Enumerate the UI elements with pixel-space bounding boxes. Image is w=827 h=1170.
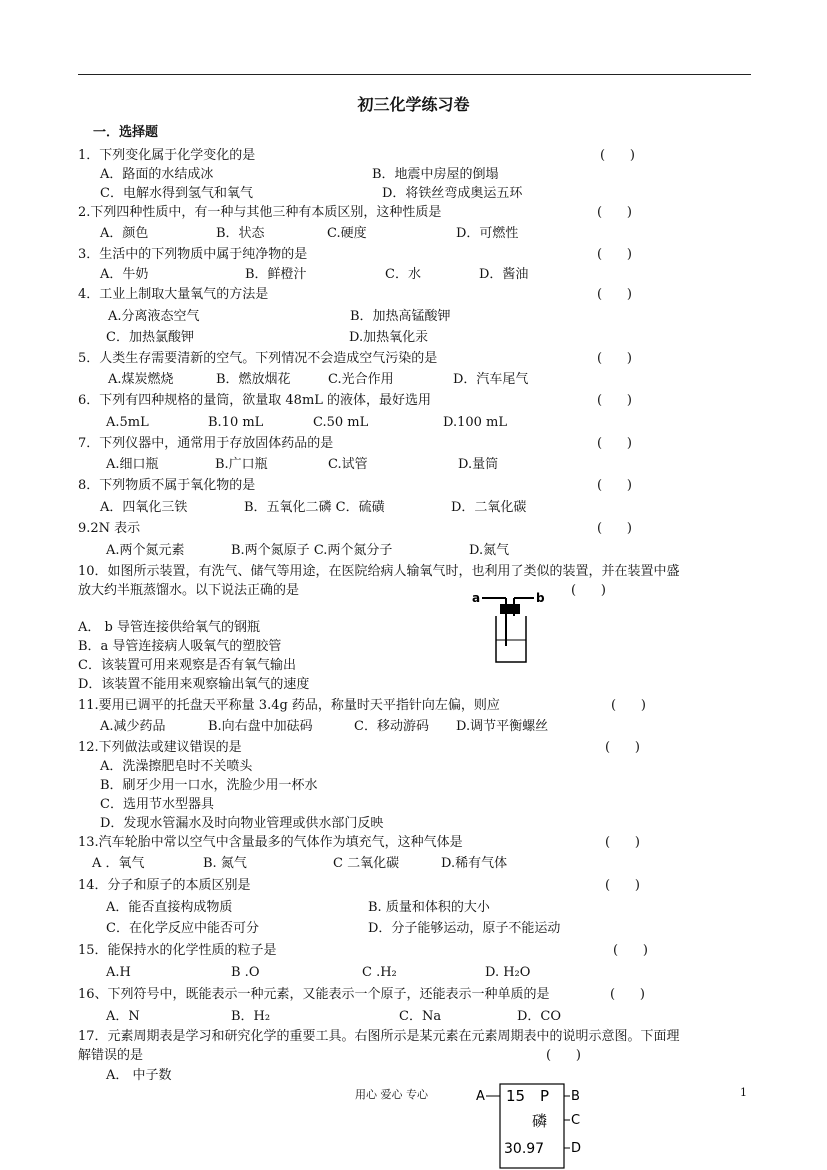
question-line: A． 中子数 <box>106 1068 172 1083</box>
element-box-figure <box>476 1080 586 1170</box>
question-line: B．加热高锰酸钾 <box>350 309 451 324</box>
page-title: 初三化学练习卷 <box>357 95 470 114</box>
question-line: D．二氧化碳 <box>451 500 527 515</box>
question-line: 4．工业上制取大量氧气的方法是 <box>78 287 269 302</box>
question-line: 1．下列变化属于化学变化的是 <box>78 148 256 163</box>
question-line: 5．人类生存需要清新的空气。下列情况不会造成空气污染的是 <box>78 351 438 366</box>
question-line: C 二氧化碳 <box>333 856 400 871</box>
answer-blank[interactable]: ( ) <box>605 835 640 850</box>
question-line: C.光合作用 <box>328 372 394 387</box>
answer-blank[interactable]: ( ) <box>597 478 632 493</box>
question-line: D．酱油 <box>479 267 529 282</box>
question-line: A．洗澡擦肥皂时不关喷头 <box>100 759 253 774</box>
answer-blank[interactable]: ( ) <box>597 247 632 262</box>
question-line: A.5mL <box>106 415 149 430</box>
question-line: A．牛奶 <box>100 267 149 282</box>
question-line: B.10 mL <box>208 415 264 430</box>
answer-blank[interactable]: ( ) <box>597 521 632 536</box>
question-line: 6．下列有四种规格的量筒，欲量取 48mL 的液体，最好选用 <box>78 393 432 408</box>
question-line: C．该装置可用来观察是否有氧气输出 <box>78 658 296 673</box>
answer-blank[interactable]: ( ) <box>597 287 632 302</box>
question-line: A ．氧气 <box>92 856 145 871</box>
gas-washing-bottle-figure <box>470 588 560 668</box>
question-line: A.细口瓶 <box>106 457 159 472</box>
question-line: 13.汽车轮胎中常以空气中含量最多的气体作为填充气，这种气体是 <box>78 835 463 850</box>
question-line: A．颜色 <box>100 226 149 241</box>
question-line: A.减少药品 <box>100 719 166 734</box>
question-line: B. 质量和体积的大小 <box>368 900 490 915</box>
answer-blank[interactable]: ( ) <box>613 943 648 958</box>
question-line: 16、下列符号中，既能表示一种元素，又能表示一个原子，还能表示一种单质的是 <box>78 987 550 1002</box>
tube-a-label: a <box>472 591 481 605</box>
question-line: A.分离液态空气 <box>108 309 200 324</box>
question-line: A．N <box>106 1009 140 1024</box>
question-line: A．能否直接构成物质 <box>106 900 233 915</box>
question-line: C．Na <box>399 1009 442 1024</box>
question-line: D．将铁丝弯成奥运五环 <box>382 186 523 201</box>
header-rule <box>78 74 751 75</box>
question-line: B．刷牙少用一口水，洗脸少用一杯水 <box>100 778 318 793</box>
question-line: 14．分子和原子的本质区别是 <box>78 878 251 893</box>
question-line: 10．如图所示装置，有洗气、储气等用途，在医院给病人输氧气时，也利用了类似的装置，并在装置中盛 <box>78 564 680 579</box>
question-line: C．加热氯酸钾 <box>106 330 194 345</box>
question-line: D．CO <box>517 1009 562 1024</box>
callout-d: D <box>571 1141 582 1156</box>
question-line: 8．下列物质不属于氧化物的是 <box>78 478 256 493</box>
question-line: D.加热氧化汞 <box>349 330 429 345</box>
page-footer: 用心 爱心 专心 <box>355 1088 428 1101</box>
question-line: A．路面的水结成冰 <box>100 167 214 182</box>
question-line: D.100 mL <box>443 415 507 430</box>
question-line: B．燃放烟花 <box>216 372 291 387</box>
question-line: 15．能保持水的化学性质的粒子是 <box>78 943 277 958</box>
answer-blank[interactable]: ( ) <box>597 205 632 220</box>
question-line: 放大约半瓶蒸馏水。以下说法正确的是 <box>78 583 300 598</box>
callout-c: C <box>571 1113 581 1128</box>
question-line: A． b 导管连接供给氧气的钢瓶 <box>78 620 260 635</box>
answer-blank[interactable]: ( ) <box>546 1048 581 1063</box>
question-line: B. 氮气 <box>203 856 247 871</box>
answer-blank[interactable]: ( ) <box>597 436 632 451</box>
question-line: C．移动游码 <box>354 719 429 734</box>
question-line: A.两个氮元素 <box>106 543 185 558</box>
question-line: C．选用节水型器具 <box>100 797 214 812</box>
question-line: B.广口瓶 <box>215 457 268 472</box>
question-line: B .O <box>231 965 260 980</box>
question-line: 3．生活中的下列物质中属于纯净物的是 <box>78 247 308 262</box>
atomic-mass: 30.97 <box>504 1141 545 1157</box>
question-line: A．四氧化三铁 <box>100 500 188 515</box>
question-line: 解错误的是 <box>78 1048 144 1063</box>
question-line: C.硬度 <box>327 226 367 241</box>
question-line: D.氮气 <box>469 543 510 558</box>
question-line: B．H₂ <box>231 1009 271 1024</box>
question-line: D.量筒 <box>458 457 499 472</box>
answer-blank[interactable]: ( ) <box>597 393 632 408</box>
question-line: B．鲜橙汁 <box>245 267 307 282</box>
question-line: D．分子能够运动，原子不能运动 <box>368 921 561 936</box>
answer-blank[interactable]: ( ) <box>600 148 635 163</box>
question-line: C．电解水得到氢气和氧气 <box>100 186 253 201</box>
question-line: B．a 导管连接病人吸氧气的塑胶管 <box>78 639 282 654</box>
question-line: D．可燃性 <box>456 226 519 241</box>
question-line: 12.下列做法或建议错误的是 <box>78 740 242 755</box>
question-line: D．发现水管漏水及时向物业管理或供水部门反映 <box>100 816 384 831</box>
answer-blank[interactable]: ( ) <box>605 878 640 893</box>
section-heading: 一．选择题 <box>93 125 159 140</box>
question-line: B．地震中房屋的倒塌 <box>372 167 499 182</box>
question-line: C．水 <box>385 267 421 282</box>
question-line: D．汽车尾气 <box>453 372 529 387</box>
question-line: D．该装置不能用来观察输出氧气的速度 <box>78 677 310 692</box>
question-line: C .H₂ <box>362 965 397 980</box>
callout-a: A <box>476 1089 485 1104</box>
page-number: 1 <box>740 1086 747 1099</box>
question-line: B.向右盘中加砝码 <box>208 719 313 734</box>
element-name: 磷 <box>532 1112 548 1130</box>
answer-blank[interactable]: ( ) <box>571 583 606 598</box>
question-line: 2.下列四种性质中，有一种与其他三种有本质区别，这种性质是 <box>78 205 442 220</box>
answer-blank[interactable]: ( ) <box>611 698 646 713</box>
atomic-number: 15 <box>506 1087 526 1105</box>
element-symbol: P <box>540 1087 550 1105</box>
callout-b: B <box>571 1089 580 1104</box>
question-line: B．状态 <box>216 226 265 241</box>
question-line: A.H <box>106 965 131 980</box>
question-line: 9.2N 表示 <box>78 521 141 536</box>
answer-blank[interactable]: ( ) <box>597 351 632 366</box>
tube-b-label: b <box>536 591 545 605</box>
question-line: A.煤炭燃烧 <box>108 372 174 387</box>
question-line: C.50 mL <box>313 415 369 430</box>
answer-blank[interactable]: ( ) <box>605 740 640 755</box>
question-line: D.调节平衡螺丝 <box>456 719 549 734</box>
question-line: B．五氧化二磷 C．硫磺 <box>244 500 385 515</box>
question-line: 11.要用已调平的托盘天平称量 3.4g 药品，称量时天平指针向左偏，则应 <box>78 698 500 713</box>
question-line: D.稀有气体 <box>441 856 508 871</box>
question-line: D. H₂O <box>485 965 531 980</box>
question-line: B.两个氮原子 C.两个氮分子 <box>231 543 393 558</box>
question-line: C.试管 <box>328 457 368 472</box>
question-line: C．在化学反应中能否可分 <box>106 921 259 936</box>
question-line: 7．下列仪器中，通常用于存放固体药品的是 <box>78 436 334 451</box>
answer-blank[interactable]: ( ) <box>610 987 645 1002</box>
question-line: 17．元素周期表是学习和研究化学的重要工具。右图所示是某元素在元素周期表中的说明示意图。下面理 <box>78 1029 680 1044</box>
